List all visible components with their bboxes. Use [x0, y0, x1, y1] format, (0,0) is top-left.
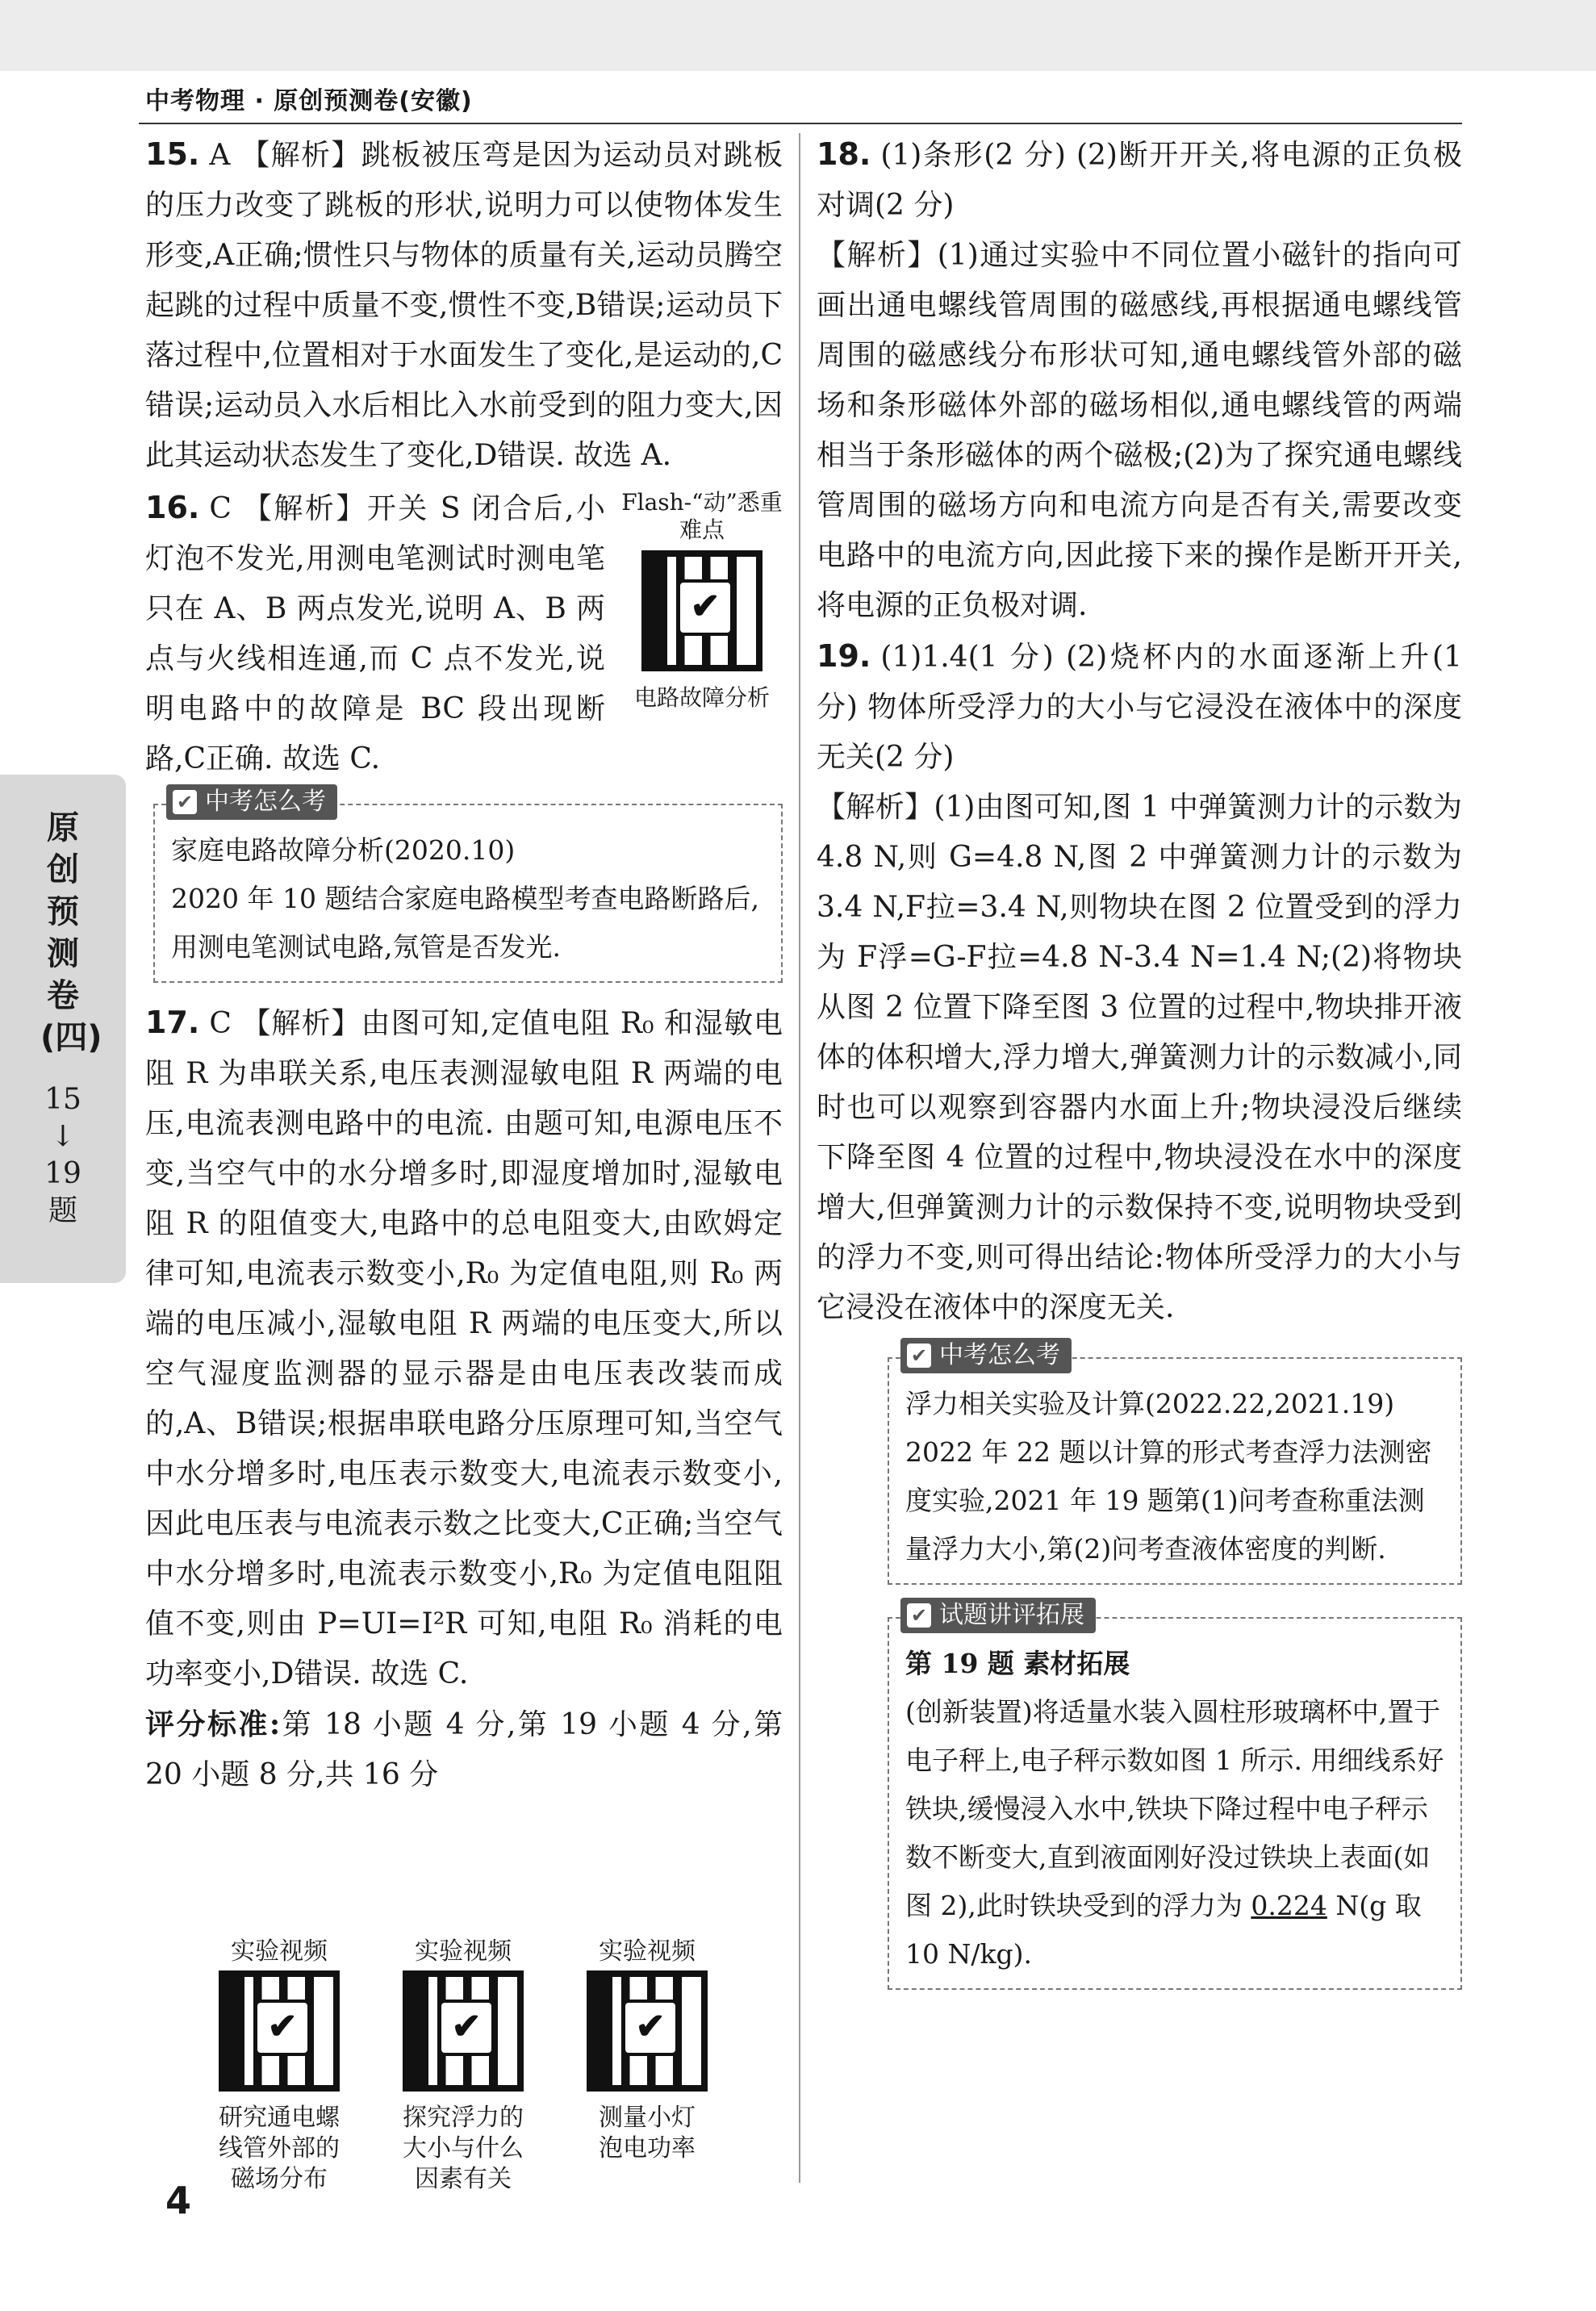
answer-text: C 【解析】由图可知,定值电阻 R₀ 和湿敏电阻 R 为串联关系,电压表测湿敏电阻 R 两端的电压,电流表测电路中的电流. 由题可知,电源电压不变,当空气中的水分增多时,即湿度增加时,湿敏电阻 R 的阻值变大,电路中的总电阻变大,由欧姆定律可知,电流表示数变小,R₀ 为定值电阻,则 R₀ 两端的电压减小,湿敏电阻 R 两端的电压变大,所以空气湿度监测器的显示器是由电压表改装而成的,A、B错误;根据串联电路分压原理可知,当空气中水分增多时,电压表示数变大,电流表示数变小,因此电压表与电流表示数之比变大,C正确;当空气中水分增多时,电流表示数变小,R₀ 为定值电阻阻值不变,则由 P=UI=I²R 可知,电阻 R₀ 消耗的电功率变小,D错误. 故选 C.: [145, 1007, 783, 1690]
question-number: 17.: [145, 1005, 200, 1040]
video-caption: 研究通电螺线管外部的磁场分布: [219, 2104, 340, 2193]
question-number: 16.: [145, 490, 200, 525]
extension-box: [888, 1601, 1462, 1990]
qr-caption: 电路故障分析: [633, 684, 770, 711]
qr-top-label: Flash-“动”悉重难点: [621, 489, 783, 543]
column-divider: [799, 133, 800, 2183]
page-number: 4: [165, 2179, 192, 2222]
qr-block-flash: [621, 483, 783, 784]
box-body: (创新装置)将适量水装入圆柱形玻璃杯中,置于电子秤上,电子秤示数如图 1 所示. 用细线系好铁块,缓慢浸入水中,铁块下降过程中电子秤示数不断变大,直到液面刚好没过铁块上表面(如图 2),此时铁块受到的浮力为 0.224 N(g 取 10 N/kg).: [905, 1696, 1444, 1970]
box-badge: ✔ 中考怎么考: [900, 1338, 1072, 1373]
exam-info-box: [888, 1341, 1462, 1585]
exam-info-box: [153, 788, 783, 983]
question-17: [145, 997, 783, 1699]
answer-text: A 【解析】跳板被压弯是因为运动员对跳板的压力改变了跳板的形状,说明力可以使物体发生形变,A正确;惯性只与物体的质量有关,运动员腾空起跳的过程中质量不变,惯性不变,B错误;运动员下落过程中,位置相对于水面发生了变化,是运动的,C错误;运动员入水后相比入水前受到的阻力变大,因此其运动状态发生了变化,D错误. 故选 A.: [145, 139, 783, 472]
video-qr-2: [391, 1937, 536, 2195]
video-caption: 测量小灯泡电功率: [599, 2104, 696, 2163]
check-icon: ✔: [907, 1344, 931, 1368]
question-number: 19.: [817, 638, 871, 674]
question-19-analysis: 【解析】(1)由图可知,图 1 中弹簧测力计的示数为 4.8 N,则 G=4.8 N,图 2 中弹簧测力计的示数为 3.4 N,F拉=3.4 N,则物块在图 2 位置受到的浮力为 F浮=G-F拉=4.8 N-3.4 N=1.4 N;(2)将物块从图 2 位置下降至图 3 位置的过程中,物块排开液体的体积增大,浮力增大,弹簧测力计的示数减小,同时也可以观察到容器内水面上升;物块浸没后继续下降至图 4 位置的过程中,物块浸没在水中的深度增大,但弹簧测力计的示数保持不变,说明物块受到的浮力不变,则可得出结论:物体所受浮力的大小与它浸没在液体中的深度无关.: [817, 791, 1462, 1324]
box-body: 2022 年 22 题以计算的形式考查浮力法测密度实验,2021 年 19 题第(1)问考查称重法测量浮力大小,第(2)问考查液体密度的判断.: [905, 1436, 1432, 1565]
check-icon: ✔: [907, 1603, 931, 1628]
side-tab-title: 原创预测卷(四): [40, 809, 102, 1056]
page-header: 中考物理 · 原创预测卷(安徽): [145, 87, 473, 115]
question-16: [145, 483, 783, 784]
question-19: [817, 631, 1462, 783]
qr-code-icon[interactable]: [403, 1970, 524, 2092]
box-title: 家庭电路故障分析(2020.10): [171, 834, 516, 866]
qr-code-icon[interactable]: [641, 550, 762, 671]
check-icon: ✔: [173, 790, 197, 814]
box-badge: ✔ 试题讲评拓展: [900, 1598, 1096, 1633]
answer-blank: 0.224: [1251, 1890, 1327, 1921]
answer-text: (1)条形(2 分) (2)断开开关,将电源的正负极对调(2 分): [817, 139, 1462, 222]
question-15: [145, 129, 783, 481]
right-column: [817, 129, 1462, 2004]
answer-text: (1)1.4(1 分) (2)烧杯内的水面逐渐上升(1 分) 物体所受浮力的大小与它浸没在液体中的深度无关(2 分): [817, 641, 1462, 774]
qr-code-icon[interactable]: [587, 1970, 708, 2092]
answer-text: C 【解析】开关 S 闭合后,小灯泡不发光,用测电笔测试时测电笔只在 A、B 两点发光,说明 A、B 两点与火线相连通,而 C 点不发光,说明电路中的故障是 BC 段出现断路,C正确. 故选 C.: [145, 492, 605, 775]
video-label: 实验视频: [599, 1937, 696, 1966]
side-tab-range: 15 ↓ 19 题: [44, 1083, 81, 1227]
side-tab: [0, 775, 126, 1283]
header-rule: [139, 123, 1462, 124]
video-qr-3: [574, 1937, 720, 2164]
question-18-analysis: 【解析】(1)通过实验中不同位置小磁针的指向可画出通电螺线管周围的磁感线,再根据通电螺线管周围的磁感线分布形状可知,通电螺线管外部的磁场和条形磁体外部的磁场相似,通电螺线管的两端相当于条形磁体的两个磁极;(2)为了探究通电螺线管周围的磁场方向和电流方向是否有关,需要改变电路中的电流方向,因此接下来的操作是断开开关,将电源的正负极对调.: [817, 239, 1462, 622]
video-caption: 探究浮力的大小与什么因素有关: [403, 2104, 524, 2193]
box-body: 2020 年 10 题结合家庭电路模型考查电路断路后,用测电笔测试电路,氖管是否发光.: [171, 883, 759, 963]
question-18: [817, 129, 1462, 231]
video-qr-1: [207, 1937, 352, 2195]
question-number: 18.: [817, 136, 871, 172]
box-title: 浮力相关实验及计算(2022.22,2021.19): [905, 1388, 1395, 1419]
box-title: 第 19 题 素材拓展: [905, 1648, 1130, 1679]
question-number: 15.: [145, 136, 200, 172]
box-badge: ✔ 中考怎么考: [166, 784, 337, 820]
left-column: [145, 129, 783, 1800]
video-label: 实验视频: [415, 1937, 512, 1966]
qr-code-icon[interactable]: [219, 1970, 340, 2092]
video-label: 实验视频: [231, 1937, 328, 1966]
question-16-body: [145, 483, 605, 784]
top-bar: [0, 0, 1596, 71]
grading-standard: 评分标准:第 18 小题 4 分,第 19 小题 4 分,第 20 小题 8 分,共 16 分: [145, 1707, 783, 1791]
